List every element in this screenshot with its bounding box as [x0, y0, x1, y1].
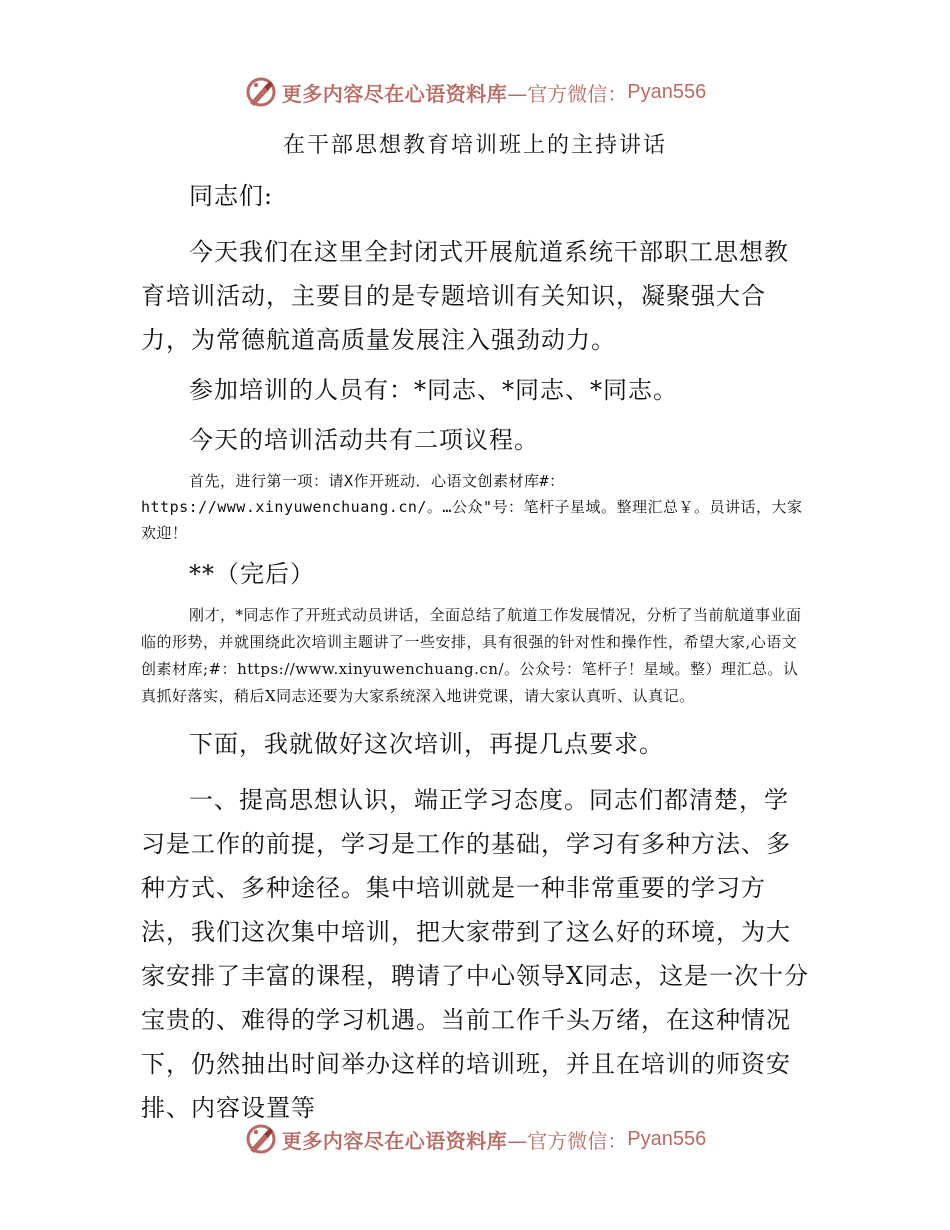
document-body [141, 170, 811, 1130]
pen-logo-icon [244, 1122, 278, 1156]
paragraph-requirements-intro: 下面，我就做好这次培训，再提几点要求。 [189, 730, 664, 758]
paragraph-requirement-one: 一、提高思想认识，端正学习态度。同志们都清楚，学习是工作的前提，学习是工作的基础，学习有多种方法、多种方式、多种途径。集中培训就是一种非常重要的学习方法，我们这次集中培训，把大家带到了这么好的环境，为大家安排了丰富的课程，聘请了中心领导X同志，这是一次十分宝贵的、难得的学习机遇。当前工作千头万绪，在这种情况下，仍然抽出时间举办这样的培训班，并且在培训的师资安排、内容设置等 [141, 786, 810, 1122]
paragraph-after: **（完后） [189, 560, 315, 588]
paragraph-salutation: 同志们: [189, 182, 274, 210]
paragraph-summary: 刚才，*同志作了开班式动员讲话，全面总结了航道工作发展情况，分析了当前航道事业面临的形势，并就围绕此次培训主题讲了一些安排，具有很强的针对性和操作性，希望大家,心语文创素材库;#：https://www.xinyuwenchuang.cn/。公众号：笔杆子！星域。整）理汇总。认真抓好落实，稍后X同志还要为大家系统深入地讲党课，请大家认真听、认真记。 [141, 606, 802, 705]
watermark-id-text: Pyan556 [627, 1127, 707, 1150]
pen-logo-icon [244, 75, 278, 109]
watermark-id-text: Pyan556 [627, 80, 707, 103]
watermark-main-text: 更多内容尽在心语资料库 [281, 81, 508, 106]
watermark-sub-text: —官方微信： [507, 81, 628, 106]
paragraph-attendees: 参加培训的人员有：*同志、*同志、*同志。 [189, 376, 678, 404]
document-title: 在干部思想教育培训班上的主持讲话 [282, 133, 667, 158]
watermark-sub-text: —官方微信： [507, 1128, 628, 1153]
paragraph-first-item: 首先，进行第一项：请X作开班动．心语文创素材库#：https://www.xinyuwenchuang.cn/。…公众"号：笔杆子星域。整理汇总￥。员讲话，大家欢迎！ [141, 472, 803, 542]
watermark-header [0, 72, 950, 112]
watermark-footer [0, 1119, 950, 1159]
watermark-main-text: 更多内容尽在心语资料库 [281, 1128, 508, 1153]
paragraph-intro: 今天我们在这里全封闭式开展航道系统干部职工思想教育培训活动，主要目的是专题培训有关知识，凝聚强大合力，为常德航道高质量发展注入强劲动力。 [141, 238, 789, 354]
paragraph-agenda: 今天的培训活动共有二项议程。 [189, 426, 539, 454]
